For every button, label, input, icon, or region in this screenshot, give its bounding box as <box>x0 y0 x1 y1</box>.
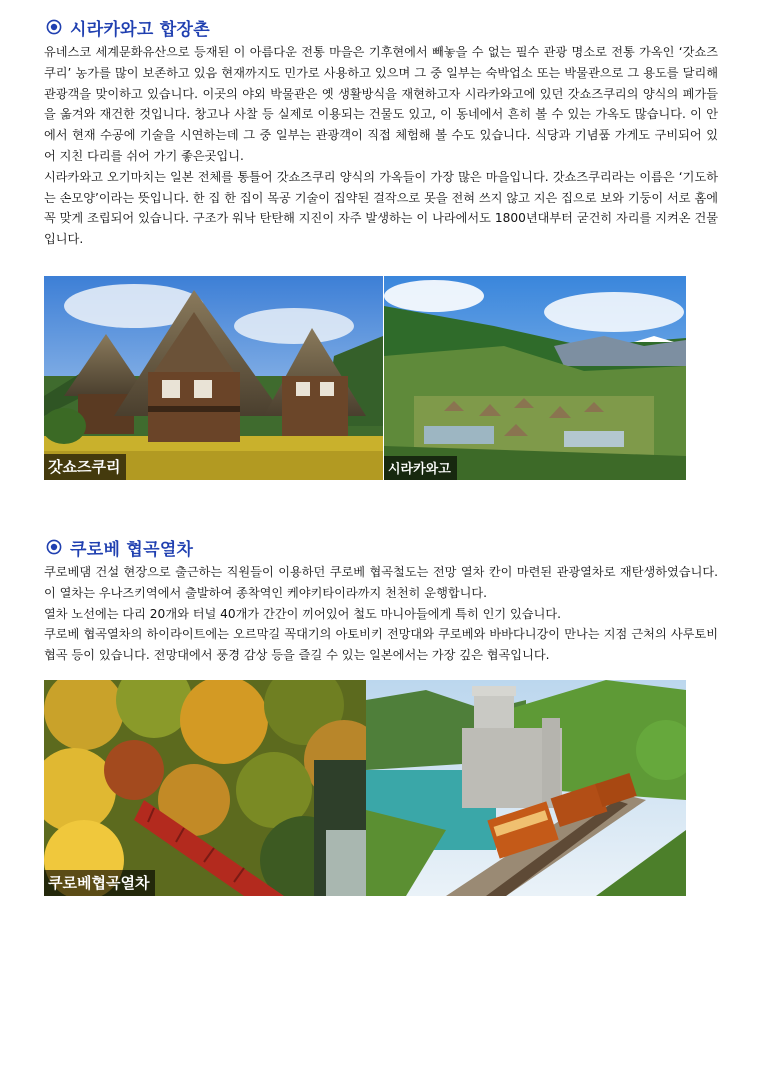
paragraph: 유네스코 세계문화유산으로 등재된 이 아름다운 전통 마을은 기후현에서 빼놓을 수 없는 필수 관광 명소로 전통 가옥인 ‘갓쇼즈쿠리’ 농가를 많이 보존하고 있음 현재까지도 민가로 사용하고 있으며 그 중 일부는 숙박업소 또는 박물관으로 그 용도를 달리해 관광객을 맞이하고 있습니다. 이곳의 야외 박물관은 옛 생활방식을 재현하고자 시라카와고에 있던 갓쇼즈쿠리의 양식의 폐가들을 옮겨와 재건한 것입니다. 창고나 사찰 등 실제로 이용되는 건물도 있고, 이 동네에서 흔히 볼 수 있는 가옥도 많습니다. 이 안에서 현재 수공에 기술을 시연하는데 그 중 일부는 관광객이 직접 체험해 볼 수도 있습니다. 식당과 기념품 가게도 구비되어 있어 지친 다리를 쉬어 가기 좋은곳입니. <box>44 45 718 163</box>
section-title: 쿠로베 협곡열차 <box>70 539 194 560</box>
thatched-houses-image <box>44 276 383 480</box>
section-body <box>44 42 718 250</box>
paragraph: 쿠로베댐 건설 현장으로 출근하는 직원들이 이용하던 쿠로베 협곡철도는 전망 열차 칸이 마련된 관광열차로 재탄생하였습니다. 이 열차는 우나즈키역에서 출발하여 종착역인 케야키타이라까지 천천히 운행합니다. <box>44 565 718 600</box>
circle-bullet-icon <box>46 539 62 555</box>
section-shirakawago <box>44 14 718 250</box>
train-castle-image <box>366 680 686 896</box>
section-kurobe <box>44 534 718 666</box>
paragraph: 열차 노선에는 다리 20개와 터널 40개가 간간이 끼어있어 철도 마니아들에게 특히 인기 있습니다. <box>44 606 561 621</box>
section-heading <box>44 14 718 40</box>
section-body <box>44 562 718 666</box>
section-title: 시라카와고 합장촌 <box>70 19 210 40</box>
autumn-bridge-image <box>44 680 366 896</box>
paragraph: 시라카와고 오기마치는 일본 전체를 통틀어 갓쇼즈쿠리 양식의 가옥들이 가장 많은 마을입니다. 갓쇼즈쿠리라는 이름은 ‘기도하는 손모양’이라는 뜻입니다. 한 집 한 집이 목공 기술이 집약된 걸작으로 못을 전혀 쓰지 않고 지은 집으로 보와 기둥이 서로 홈에 꼭 맞게 조립되어 있습니다. 구조가 워낙 탄탄해 지진이 자주 발생하는 이 나라에서도 1800년대부터 굳건히 자리를 지켜온 건물입니다. <box>44 169 718 247</box>
photo-gassho-houses <box>44 276 383 480</box>
photo-shirakawago-village <box>384 276 686 480</box>
village-valley-image <box>384 276 686 480</box>
photo-caption: 갓쇼즈쿠리 <box>44 454 126 480</box>
photo-kurobe-train <box>366 680 686 896</box>
photo-caption: 시라카와고 <box>384 456 457 480</box>
paragraph: 쿠로베 협곡열차의 하이라이트에는 오르막길 꼭대기의 아토비키 전망대와 쿠로베와 바바다니강이 만나는 지점 근처의 사루토비 협곡 등이 있습니다. 전망대에서 풍경 감상 등을 즐길 수 있는 일본에서는 가장 깊은 협곡입니다. <box>44 627 718 663</box>
photo-kurobe-bridge <box>44 680 366 896</box>
photo-caption: 쿠로베협곡열차 <box>44 870 155 896</box>
section-heading <box>44 534 718 560</box>
circle-bullet-icon <box>46 19 62 35</box>
